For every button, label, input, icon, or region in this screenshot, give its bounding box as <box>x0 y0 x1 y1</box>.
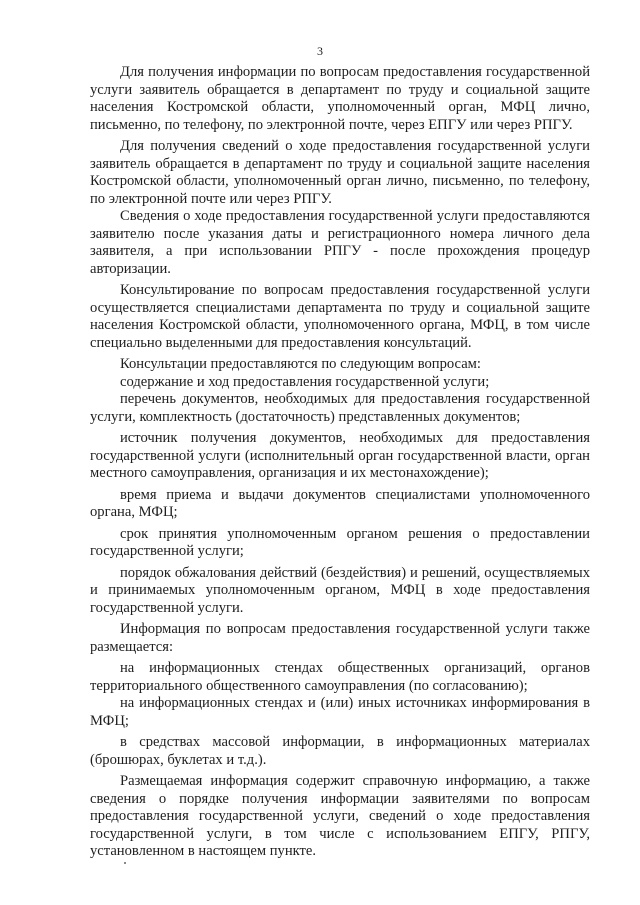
paragraph: Консультации предоставляются по следующим вопросам: <box>120 356 481 372</box>
paragraph: Сведения о ходе предоставления государственной услуги предоставляются заявителю после указания даты и регистрационного номера личного дела заявителя, а при использовании РПГУ - после прохождения процедур авторизации. <box>90 208 590 277</box>
list-item: время приема и выдачи документов специалистами уполномоченного органа, МФЦ; <box>90 486 590 520</box>
paragraph: Для получения информации по вопросам предоставления государственной услуги заявитель обращается в департамент по труду и социальной защите населения Костромской области, уполномоченный орган, МФЦ лично, письменно, по телефону, по электронной почте, через ЕПГУ или через РПГУ. <box>90 64 590 133</box>
list-item: содержание и ход предоставления государственной услуги; <box>120 373 490 390</box>
paragraph: Консультирование по вопросам предоставления государственной услуги осуществляется специалистами департамента по труду и социальной защите населения Костромской области, уполномоченного органа, МФЦ, в том числе специально выделенными для предоставления консультаций. <box>90 282 590 351</box>
list-item: на информационных стендах общественных организаций, органов территориального общественного самоуправления (по согласованию); <box>90 660 590 694</box>
paragraph: Размещаемая информация содержит справочную информацию, а также сведения о порядке получения информации заявителями по вопросам предоставления государственной услуги, сведений о ходе предоставления государственной услуги, в том числе с использованием ЕПГУ, РПГУ, установленном в настоящем пункте. <box>90 773 590 859</box>
list-item: в средствах массовой информации, в информационных материалах (брошюрах, буклетах и т.д.). <box>90 734 590 768</box>
paragraph: Для получения сведений о ходе предоставления государственной услуги заявитель обращается в департамент по труду и социальной защите населения Костромской области, уполномоченный орган лично, письменно, по телефону, по электронной почте или через РПГУ. <box>90 138 590 207</box>
scan-speck <box>124 862 126 864</box>
page-number: 3 <box>317 44 323 58</box>
document-body <box>90 64 590 861</box>
list-item: порядок обжалования действий (бездействия) и решений, осуществляемых и принимаемых уполномоченным органом, МФЦ в ходе предоставления государственной услуги. <box>90 564 590 616</box>
list-item: на информационных стендах и (или) иных источниках информирования в МФЦ; <box>90 695 590 729</box>
list-item: перечень документов, необходимых для предоставления государственной услуги, комплектность (достаточность) представленных документов; <box>90 391 590 425</box>
paragraph: Информация по вопросам предоставления государственной услуги также размещается: <box>90 621 590 655</box>
list-item: срок принятия уполномоченным органом решения о предоставлении государственной услуги; <box>90 525 590 559</box>
list-item: источник получения документов, необходимых для предоставления государственной услуги (исполнительный орган государственной власти, орган местного самоуправления, организация и их местонахождение); <box>90 430 590 481</box>
